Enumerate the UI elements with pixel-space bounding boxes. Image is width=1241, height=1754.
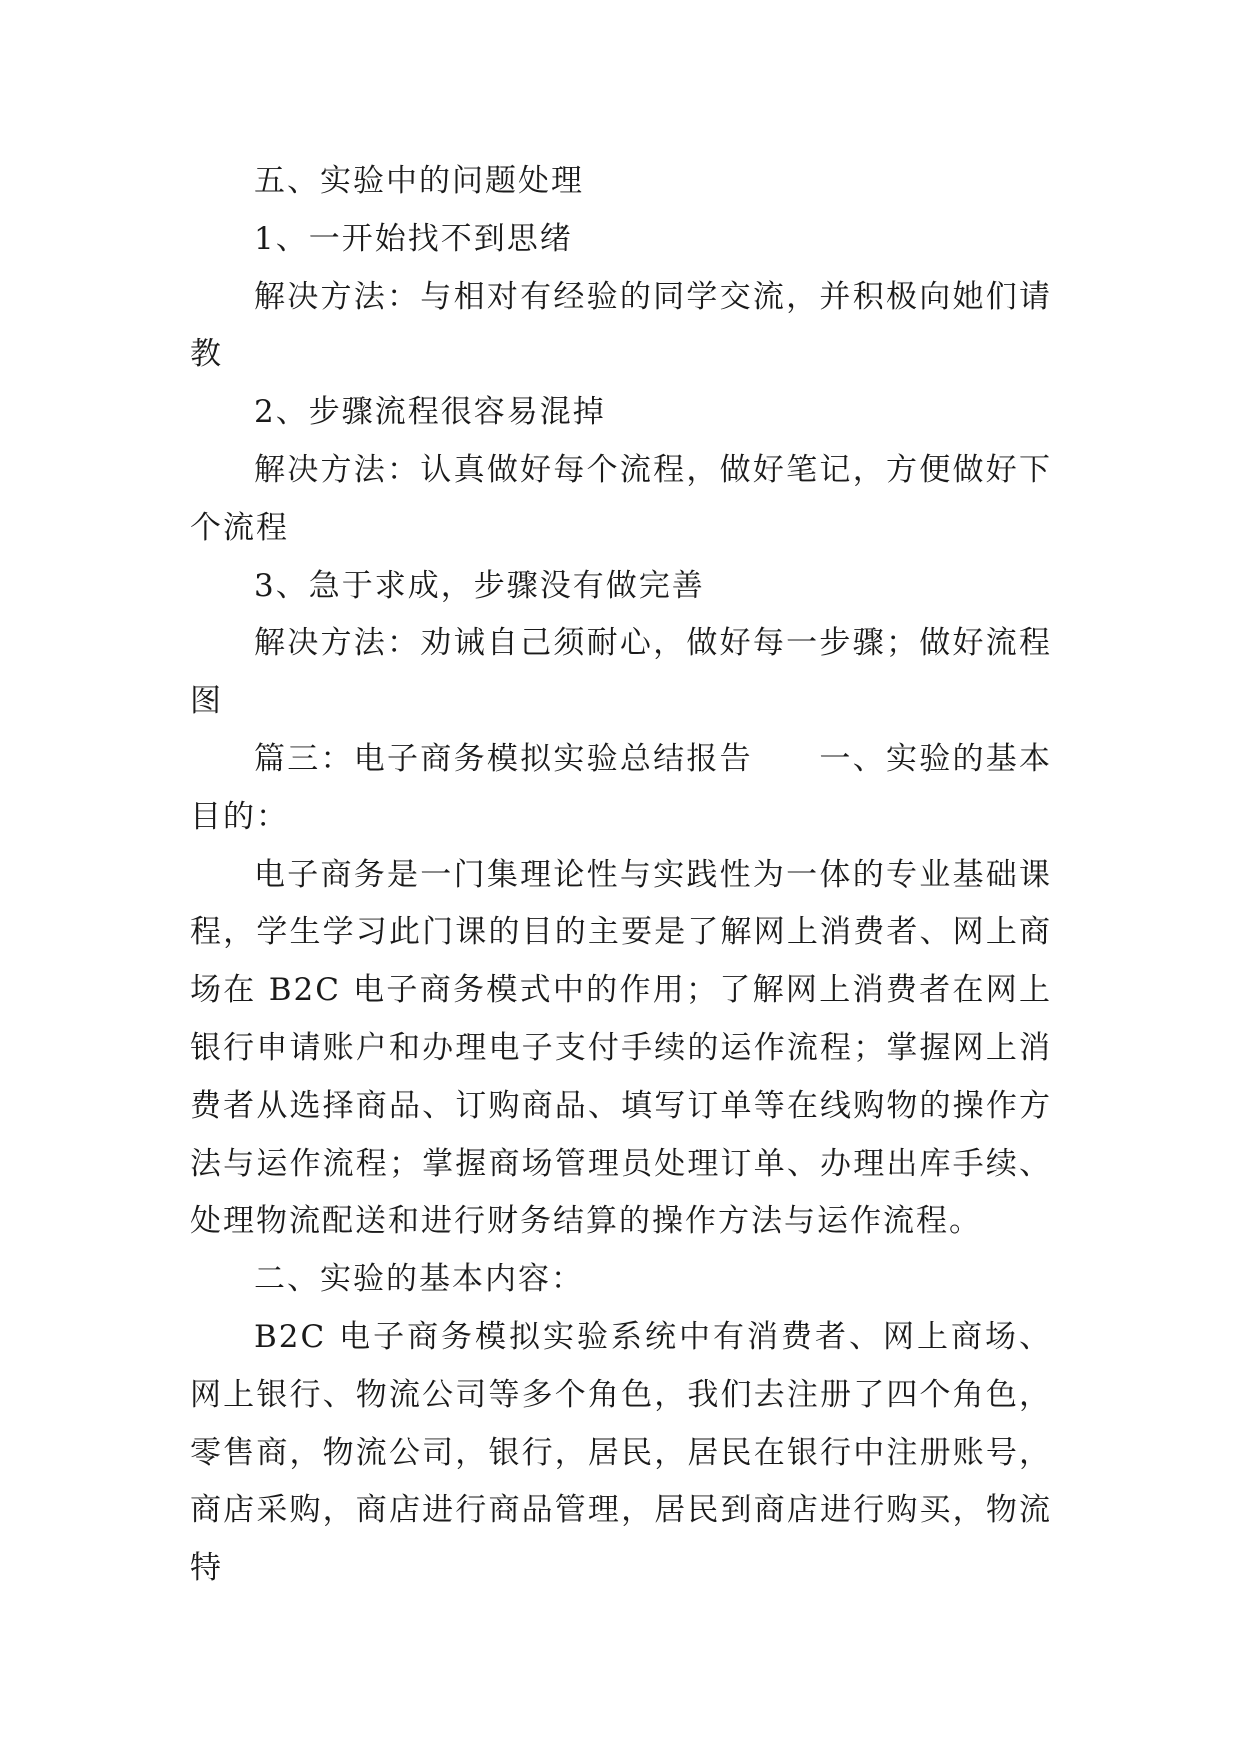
section-heading: 五、实验中的问题处理 (254, 163, 584, 199)
problem-item: 2、步骤流程很容易混掉 (254, 394, 606, 431)
body-text (190, 153, 1052, 1598)
body-paragraph: 电子商务是一门集理论性与实践性为一体的专业基础课程，学生学习此门课的目的主要是了解网上消费者、网上商场在 B2C 电子商务模式中的作用；了解网上消费者在网上银行申请账户和办理电子支付手续的运作流程；掌握网上消费者从选择商品、订购商品、填写订单等在线购物的操作方法与运作流程；掌握商场管理员处理订单、办理出库手续、处理物流配送和进行财务结算的操作方法与运作流程。 (190, 856, 1052, 1240)
problem-item: 1、一开始找不到思绪 (254, 220, 573, 257)
solution-paragraph: 解决方法：劝诫自己须耐心，做好每一步骤；做好流程图 (190, 625, 1052, 720)
article-heading: 篇三：电子商务模拟实验总结报告 一、实验的基本目的： (190, 740, 1052, 835)
solution-paragraph: 解决方法：与相对有经验的同学交流，并积极向她们请教 (190, 278, 1052, 373)
section-heading: 二、实验的基本内容： (254, 1261, 584, 1298)
problem-item: 3、急于求成，步骤没有做完善 (254, 567, 705, 604)
solution-paragraph: 解决方法：认真做好每个流程，做好笔记，方便做好下个流程 (190, 451, 1052, 546)
body-paragraph: B2C 电子商务模拟实验系统中有消费者、网上商场、网上银行、物流公司等多个角色，我们去注册了四个角色，零售商，物流公司，银行，居民，居民在银行中注册账号，商店采购，商店进行商品管理，居民到商店进行购买，物流特 (190, 1318, 1052, 1587)
